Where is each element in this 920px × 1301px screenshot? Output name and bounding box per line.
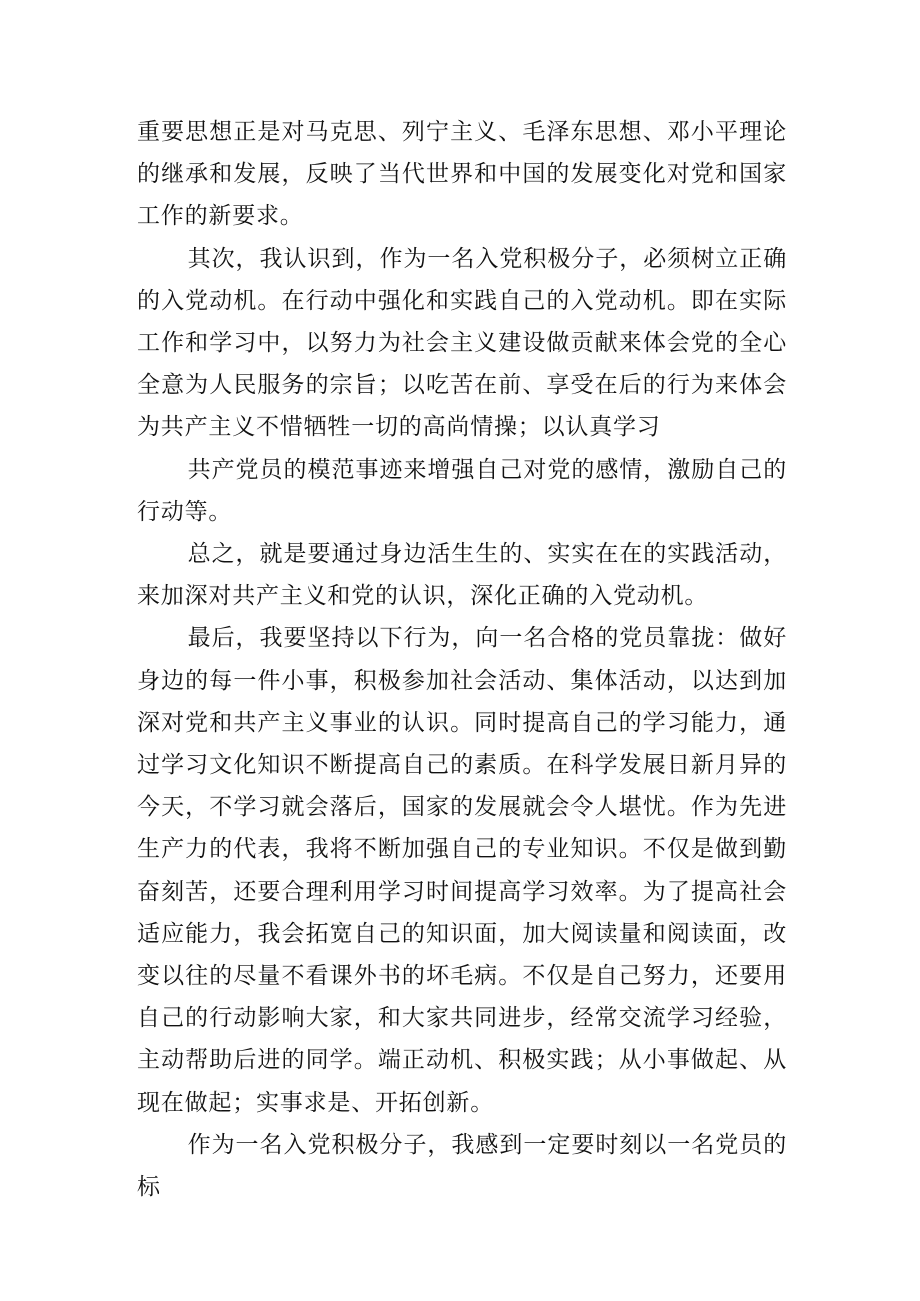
paragraph-6: 作为一名入党积极分子，我感到一定要时刻以一名党员的标 <box>137 1131 787 1201</box>
paragraph-1: 重要思想正是对马克思、列宁主义、毛泽东思想、邓小平理论的继承和发展，反映了当代世界和中国的发展变化对党和国家工作的新要求。 <box>137 119 787 230</box>
paragraph-3: 共产党员的模范事迹来增强自己对党的感情，激励自己的行动等。 <box>137 456 787 525</box>
paragraph-4: 总之，就是要通过身边活生生的、实实在在的实践活动，来加深对共产主义和党的认识，深化正确的入党动机。 <box>137 541 787 610</box>
paragraph-2: 其次，我认识到，作为一名入党积极分子，必须树立正确的入党动机。在行动中强化和实践自己的入党动机。即在实际工作和学习中，以努力为社会主义建设做贡献来体会党的全心全意为人民服务的宗旨；以吃苦在前、享受在后的行为来体会为共产主义不惜牺牲一切的高尚情操；以认真学习 <box>137 245 787 441</box>
document-body <box>137 111 787 1208</box>
paragraph-5: 最后，我要坚持以下行为，向一名合格的党员靠拢：做好身边的每一件小事，积极参加社会活动、集体活动，以达到加深对党和共产主义事业的认识。同时提高自己的学习能力，通过学习文化知识不断提高自己的素质。在科学发展日新月异的今天，不学习就会落后，国家的发展就会令人堪忧。作为先进生产力的代表，我将不断加强自己的专业知识。不仅是做到勤奋刻苦，还要合理利用学习时间提高学习效率。为了提高社会适应能力，我会拓宽自己的知识面，加大阅读量和阅读面，改变以往的尽量不看课外书的坏毛病。不仅是自己努力，还要用自己的行动影响大家，和大家共同进步，经常交流学习经验，主动帮助后进的同学。端正动机、积极实践；从小事做起、从现在做起；实事求是、开拓创新。 <box>137 625 787 1116</box>
